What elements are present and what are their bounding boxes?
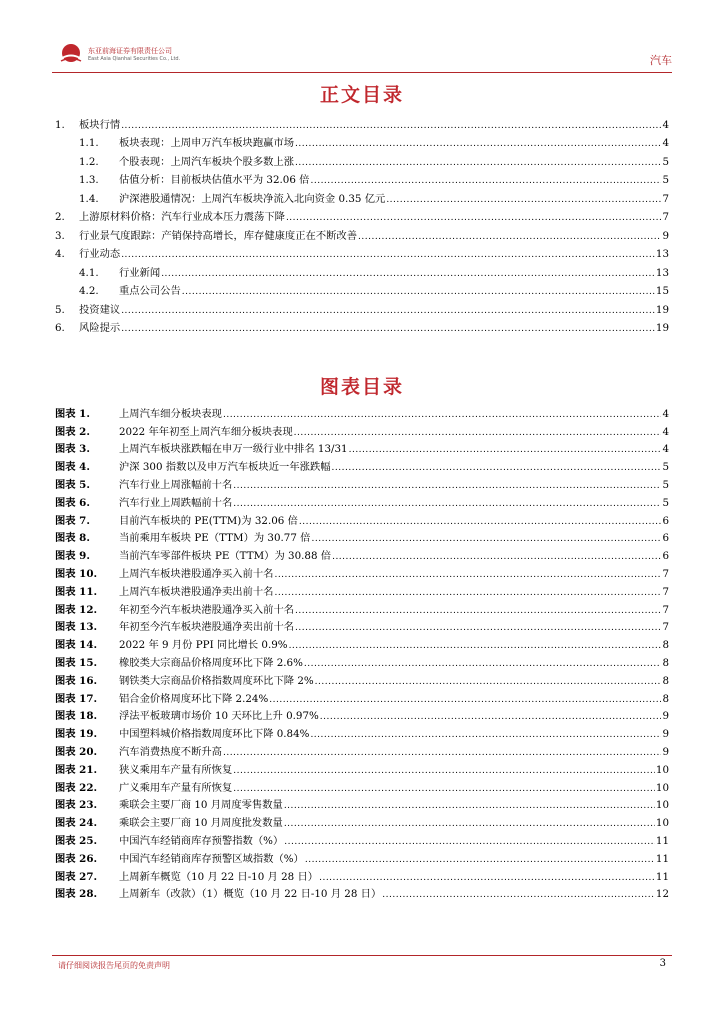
- figure-entry-page: 10: [655, 763, 669, 776]
- figure-entry[interactable]: [55, 473, 669, 491]
- toc-entry-number: 1.3.: [79, 174, 99, 186]
- toc-entry-number: 4.: [55, 248, 65, 260]
- figure-leader-dots: [332, 463, 662, 473]
- toc-entry[interactable]: [55, 168, 669, 187]
- figure-entry-text: 年初至今汽车板块港股通净买入前十名: [119, 603, 295, 616]
- toc-entry-page: 5: [662, 174, 669, 186]
- toc-leader-dots: [386, 195, 661, 205]
- toc-entry-page: 13: [655, 248, 669, 260]
- figure-entry[interactable]: [55, 633, 669, 651]
- figure-entry[interactable]: [55, 420, 669, 438]
- figure-entry-page: 6: [662, 532, 669, 545]
- figure-entry-page: 7: [662, 585, 669, 598]
- figure-entry-page: 10: [655, 799, 669, 812]
- figure-entry-page: 10: [655, 781, 669, 794]
- figure-entry-page: 5: [662, 461, 669, 474]
- figure-entry-page: 8: [662, 656, 669, 669]
- figure-entry-label: 图表 12.: [55, 603, 98, 616]
- figure-entry[interactable]: [55, 847, 669, 865]
- toc-entry[interactable]: [55, 223, 669, 242]
- figure-leader-dots: [223, 748, 661, 758]
- toc-leader-dots: [286, 213, 662, 223]
- figure-entry[interactable]: [55, 669, 669, 687]
- toc-leader-dots: [121, 306, 655, 316]
- figure-entry[interactable]: [55, 438, 669, 456]
- figure-leader-dots: [311, 534, 661, 544]
- figure-entry-page: 5: [662, 478, 669, 491]
- toc-entry-page: 5: [662, 155, 669, 168]
- figure-leader-dots: [299, 517, 662, 527]
- figure-entry-page: 7: [662, 603, 669, 616]
- figure-entry-page: 9: [662, 728, 669, 741]
- toc-entry[interactable]: [55, 279, 669, 298]
- toc-entry-page: 4: [662, 137, 669, 149]
- figure-entry[interactable]: [55, 491, 669, 509]
- figure-entry-page: 9: [662, 745, 669, 758]
- toc-list: [55, 112, 669, 334]
- figure-entry-text: 目前汽车板块的 PE(TTM)为 32.06 倍: [119, 514, 298, 527]
- figure-entry[interactable]: [55, 865, 669, 883]
- toc-entry-number: 2.: [55, 211, 65, 223]
- figure-leader-dots: [332, 552, 661, 562]
- toc-entry-text: 重点公司公告: [119, 285, 181, 297]
- toc-entry[interactable]: [55, 112, 669, 131]
- toc-entry-number: 4.1.: [79, 266, 99, 279]
- toc-leader-dots: [121, 121, 661, 131]
- figure-leader-dots: [289, 641, 662, 651]
- toc-entry-text: 行业景气度跟踪：产销保持高增长，库存健康度正在不断改善: [79, 229, 358, 242]
- figure-entry-page: 8: [662, 692, 669, 705]
- figure-entry-text: 狭义乘用车产量有所恢复: [119, 763, 233, 776]
- figure-entry-label: 图表 11.: [55, 585, 98, 598]
- figure-entry[interactable]: [55, 687, 669, 705]
- figure-entry-text: 中国汽车经销商库存预警指数（%）: [119, 834, 284, 847]
- figure-entry-label: 图表 1.: [55, 407, 90, 420]
- toc-entry-text: 板块行情: [79, 118, 121, 131]
- toc-entry[interactable]: [55, 205, 669, 224]
- figure-entry-text: 上周新车（改款）（1）概览（10 月 22 日-10 月 28 日）: [119, 888, 382, 901]
- figure-leader-dots: [382, 890, 655, 900]
- toc-entry[interactable]: [55, 260, 669, 279]
- toc-entry[interactable]: [55, 149, 669, 168]
- figure-entry[interactable]: [55, 776, 669, 794]
- figure-entry-text: 上周汽车板块涨跌幅在申万一级行业中排名 13/31: [119, 443, 348, 456]
- toc-entry[interactable]: [55, 297, 669, 316]
- figure-entry-page: 7: [662, 567, 669, 580]
- figure-leader-dots: [320, 712, 662, 722]
- figure-entry-page: 11: [655, 870, 669, 883]
- toc-entry-text: 行业新闻: [119, 266, 161, 279]
- figure-entry[interactable]: [55, 829, 669, 847]
- figure-entry[interactable]: [55, 580, 669, 598]
- figure-entry-text: 当前汽车零部件板块 PE（TTM）为 30.88 倍: [119, 550, 332, 563]
- figure-entry-text: 沪深 300 指数以及申万汽车板块近一年涨跌幅: [119, 461, 331, 474]
- figure-entry-text: 广义乘用车产量有所恢复: [119, 781, 233, 794]
- toc-entry-number: 6.: [55, 322, 65, 334]
- company-logo-icon: [58, 42, 84, 68]
- figure-leader-dots: [274, 570, 661, 580]
- figure-entry-label: 图表 27.: [55, 870, 98, 883]
- figure-entry-page: 6: [662, 550, 669, 563]
- toc-entry-text: 板块表现：上周申万汽车板块跑赢市场: [119, 137, 295, 149]
- figure-entry-page: 7: [662, 621, 669, 634]
- figure-leader-dots: [294, 428, 662, 438]
- figure-entry-label: 图表 17.: [55, 692, 98, 705]
- toc-entry[interactable]: [55, 131, 669, 150]
- figure-entry-text: 汽车行业上周涨幅前十名: [119, 478, 233, 491]
- company-name-en: East Asia Qianhai Securities Co., Ltd.: [88, 56, 181, 62]
- toc-entry-text: 沪深港股通情况：上周汽车板块净流入北向资金 0.35 亿元: [119, 192, 386, 205]
- figure-leader-dots: [233, 766, 655, 776]
- figure-entry[interactable]: [55, 616, 669, 634]
- toc-entry-number: 1.1.: [79, 137, 99, 149]
- toc-leader-dots: [295, 158, 661, 168]
- toc-entry[interactable]: [55, 186, 669, 205]
- figure-entry-text: 浮法平板玻璃市场价 10 天环比上升 0.97%: [119, 710, 319, 723]
- figure-entry-label: 图表 10.: [55, 567, 98, 580]
- toc-entry-text: 风险提示: [79, 322, 121, 334]
- figure-entry-label: 图表 16.: [55, 674, 98, 687]
- figure-leader-dots: [269, 695, 661, 705]
- figure-entry-label: 图表 9.: [55, 550, 90, 563]
- figure-entry-label: 图表 21.: [55, 763, 98, 776]
- toc-entry-number: 5.: [55, 303, 65, 316]
- figure-entry-page: 8: [662, 674, 669, 687]
- figure-entry[interactable]: [55, 455, 669, 473]
- toc-entry-number: 4.2.: [79, 285, 99, 297]
- figure-entry-page: 4: [662, 443, 669, 456]
- figure-entry-label: 图表 13.: [55, 621, 98, 634]
- figure-entry-text: 2022 年 9 月份 PPI 同比增长 0.9%: [119, 639, 288, 652]
- toc-entry-text: 估值分析：目前板块估值水平为 32.06 倍: [119, 174, 310, 186]
- figure-leader-dots: [315, 677, 662, 687]
- toc-leader-dots: [161, 269, 655, 279]
- figure-entry-label: 图表 8.: [55, 532, 90, 545]
- toc-entry-text: 上游原材料价格：汽车行业成本压力震荡下降: [79, 211, 285, 223]
- toc-entry-page: 7: [662, 211, 669, 223]
- figure-leader-dots: [233, 784, 655, 794]
- figure-list-title: 图表目录: [319, 376, 404, 398]
- figure-leader-dots: [223, 410, 661, 420]
- toc-leader-dots: [121, 250, 655, 260]
- toc-entry-page: 19: [655, 322, 669, 334]
- toc-leader-dots: [295, 139, 661, 149]
- figure-entry-text: 2022 年年初至上周汽车细分板块表现: [119, 425, 293, 438]
- figure-entry-label: 图表 15.: [55, 656, 98, 669]
- figure-entry-text: 橡胶类大宗商品价格周度环比下降 2.6%: [119, 656, 303, 669]
- figure-entry-label: 图表 19.: [55, 728, 98, 741]
- figure-entry-label: 图表 20.: [55, 745, 98, 758]
- figure-leader-dots: [233, 481, 661, 491]
- figure-entry-text: 上周新车概览（10 月 22 日-10 月 28 日）: [119, 870, 319, 883]
- figure-entry[interactable]: [55, 705, 669, 723]
- figure-entry-label: 图表 22.: [55, 781, 98, 794]
- figure-leader-dots: [305, 855, 655, 865]
- figure-entry-label: 图表 7.: [55, 514, 90, 527]
- toc-entry-number: 3.: [55, 229, 65, 242]
- header-divider: [52, 72, 672, 73]
- figure-entry-text: 中国汽车经销商库存预警区域指数（%）: [119, 852, 304, 865]
- toc-entry-number: 1.: [55, 118, 65, 131]
- figure-entry-text: 上周汽车板块港股通净买入前十名: [119, 567, 274, 580]
- toc-leader-dots: [121, 324, 655, 334]
- figure-leader-dots: [349, 445, 662, 455]
- figure-leader-dots: [233, 499, 661, 509]
- figure-leader-dots: [319, 873, 655, 883]
- figure-entry-page: 4: [662, 407, 669, 420]
- toc-entry-page: 19: [655, 303, 669, 316]
- figure-entry[interactable]: [55, 722, 669, 740]
- page-header: [52, 38, 672, 70]
- figure-list: [55, 402, 669, 900]
- toc-leader-dots: [310, 176, 661, 186]
- toc-leader-dots: [358, 232, 661, 242]
- toc-entry-page: 7: [662, 192, 669, 205]
- toc-entry-text: 投资建议: [79, 303, 121, 316]
- toc-entry[interactable]: [55, 242, 669, 261]
- figure-entry-label: 图表 28.: [55, 888, 98, 901]
- figure-entry-text: 乘联会主要厂商 10 月周度零售数量: [119, 799, 283, 812]
- figure-entry-page: 12: [655, 888, 669, 901]
- figure-entry-text: 上周汽车细分板块表现: [119, 407, 222, 420]
- figure-entry-label: 图表 25.: [55, 834, 98, 847]
- toc-title: 正文目录: [319, 84, 404, 106]
- figure-entry-text: 乘联会主要厂商 10 月周度批发数量: [119, 817, 283, 830]
- figure-entry-text: 铝合金价格周度环比下降 2.24%: [119, 692, 269, 705]
- page-number: 3: [659, 958, 666, 969]
- figure-entry-page: 10: [655, 817, 669, 830]
- figure-entry[interactable]: [55, 527, 669, 545]
- toc-entry-number: 1.2.: [79, 155, 99, 168]
- figure-entry-label: 图表 24.: [55, 817, 98, 830]
- figure-entry-label: 图表 6.: [55, 496, 90, 509]
- figure-entry[interactable]: [55, 740, 669, 758]
- figure-entry-label: 图表 2.: [55, 425, 90, 438]
- figure-entry-label: 图表 4.: [55, 461, 90, 474]
- toc-entry-text: 个股表现：上周汽车板块个股多数上涨: [119, 155, 295, 168]
- figure-entry-page: 11: [655, 834, 669, 847]
- figure-entry-label: 图表 26.: [55, 852, 98, 865]
- figure-leader-dots: [304, 659, 662, 669]
- footer-divider: [52, 955, 672, 956]
- figure-leader-dots: [295, 606, 661, 616]
- figure-leader-dots: [310, 730, 661, 740]
- toc-leader-dots: [182, 287, 655, 297]
- company-name-cn: 东亚前海证券有限责任公司: [88, 47, 172, 55]
- figure-leader-dots: [295, 623, 661, 633]
- figure-leader-dots: [284, 801, 655, 811]
- toc-entry-page: 13: [655, 266, 669, 279]
- figure-entry-text: 当前乘用车板块 PE（TTM）为 30.77 倍: [119, 532, 311, 545]
- figure-leader-dots: [284, 837, 655, 847]
- industry-label: 汽车: [650, 54, 672, 67]
- figure-entry[interactable]: [55, 811, 669, 829]
- figure-entry[interactable]: [55, 544, 669, 562]
- figure-entry[interactable]: [55, 883, 669, 901]
- figure-entry[interactable]: [55, 598, 669, 616]
- figure-entry-label: 图表 3.: [55, 443, 90, 456]
- figure-entry-page: 4: [662, 425, 669, 438]
- figure-entry-label: 图表 14.: [55, 639, 98, 652]
- disclaimer-note: 请仔细阅读报告尾页的免责声明: [58, 961, 170, 970]
- figure-entry-page: 5: [662, 496, 669, 509]
- toc-entry-page: 15: [655, 285, 669, 297]
- figure-entry-page: 9: [662, 710, 669, 723]
- figure-entry-label: 图表 18.: [55, 710, 98, 723]
- toc-entry-number: 1.4.: [79, 192, 99, 205]
- figure-entry-page: 8: [662, 639, 669, 652]
- figure-entry-page: 11: [655, 852, 669, 865]
- toc-entry-text: 行业动态: [79, 248, 121, 260]
- company-logo: [58, 42, 180, 68]
- figure-entry-text: 钢铁类大宗商品价格指数周度环比下降 2%: [119, 674, 314, 687]
- figure-entry-label: 图表 23.: [55, 799, 98, 812]
- figure-entry-text: 中国塑料城价格指数周度环比下降 0.84%: [119, 728, 310, 741]
- toc-entry-page: 4: [662, 118, 669, 131]
- figure-leader-dots: [274, 588, 661, 598]
- figure-leader-dots: [284, 819, 655, 829]
- toc-entry-page: 9: [662, 229, 669, 242]
- figure-entry-text: 汽车行业上周跌幅前十名: [119, 496, 233, 509]
- figure-entry[interactable]: [55, 562, 669, 580]
- figure-entry[interactable]: [55, 402, 669, 420]
- figure-entry[interactable]: [55, 794, 669, 812]
- figure-entry-text: 汽车消费热度不断升高: [119, 745, 222, 758]
- figure-entry-text: 年初至今汽车板块港股通净卖出前十名: [119, 621, 295, 634]
- figure-entry-label: 图表 5.: [55, 478, 90, 491]
- toc-entry[interactable]: [55, 316, 669, 335]
- figure-entry[interactable]: [55, 758, 669, 776]
- figure-entry[interactable]: [55, 509, 669, 527]
- figure-entry[interactable]: [55, 651, 669, 669]
- figure-entry-text: 上周汽车板块港股通净卖出前十名: [119, 585, 274, 598]
- figure-entry-page: 6: [662, 514, 669, 527]
